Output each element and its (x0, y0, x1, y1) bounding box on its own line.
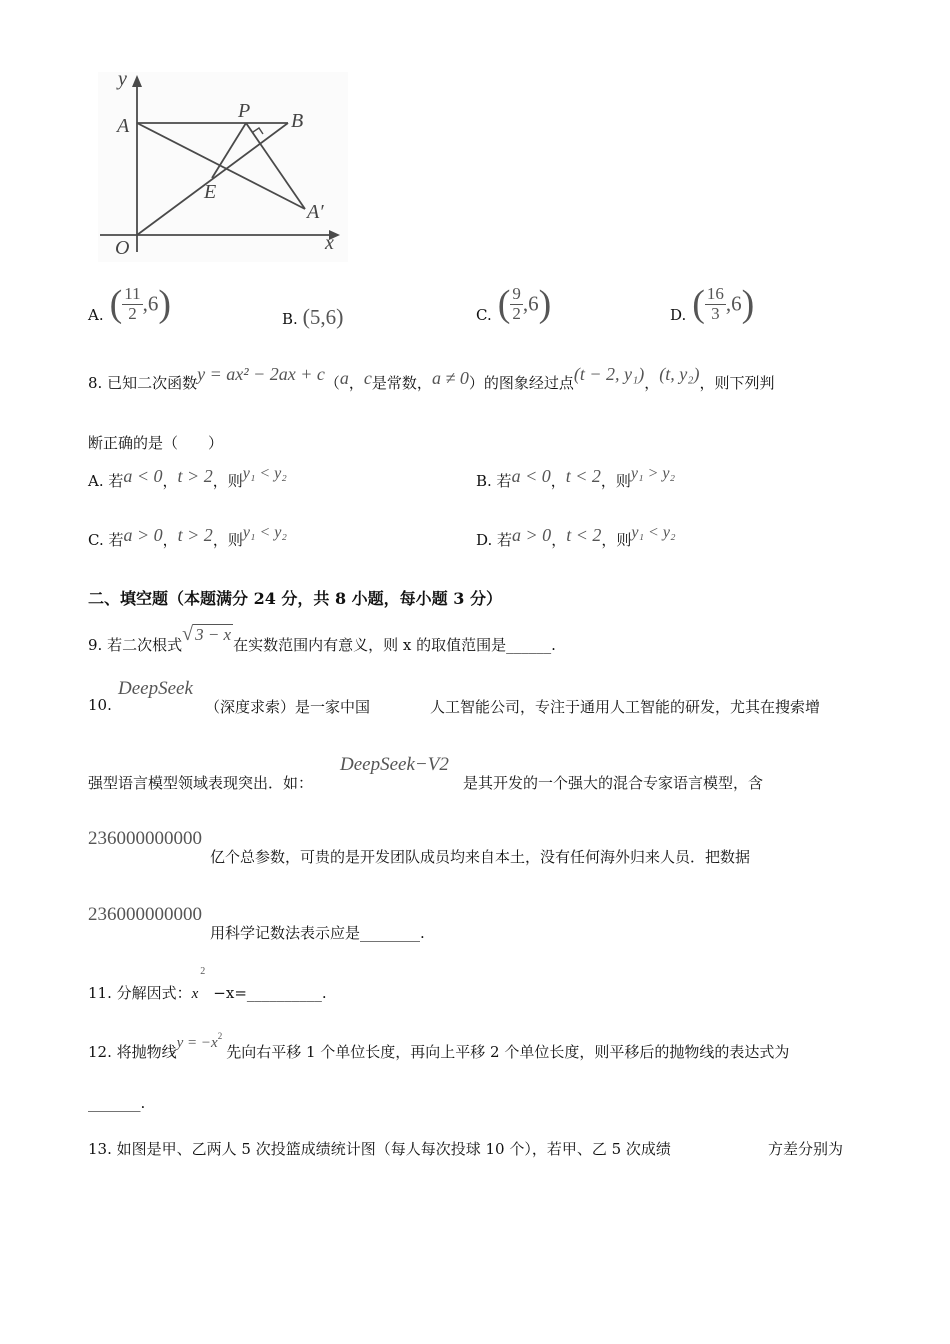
q10-line4: 用科学记数法表示应是________. (210, 924, 425, 942)
deepseek-label: DeepSeek (118, 678, 193, 699)
label-A: A (117, 115, 130, 137)
label-y: y (118, 72, 127, 90)
fraction: $\frac{9}{2}$ (512, 283, 521, 323)
q11: 11. 分解因式：$x^2-x=\_\_\_\_\_\_\_\_\_\_$. (88, 966, 327, 1002)
q8-option-a: A. 若a < 0，t > 2，则y₁ < y₂ (88, 465, 287, 490)
label-E: E (204, 181, 217, 203)
radical: √ 3 − x (182, 623, 232, 645)
q12-line2: _______. (88, 1094, 146, 1112)
number-236000000000-b: 236000000000 (88, 904, 202, 925)
label-P: P (238, 100, 251, 122)
q8-option-b: B. 若a < 0，t < 2，则y₁ > y₂ (476, 465, 676, 490)
q7-option-b: B. (5,6) (282, 304, 344, 329)
q7-option-d: D. ( $\frac{16}{3}$ ,6) (670, 283, 755, 325)
label-O: O (115, 237, 130, 259)
q12: 12. 将抛物线$y = -x^2$先向右平移 1 个单位长度，再向上平移 2 个单位长度，则平移后的抛物线的表达式为 (88, 1031, 790, 1061)
geometry-figure (98, 72, 348, 262)
q10-line3: 亿个总参数，可贵的是开发团队成员均来自本土，没有任何海外归来人员．把数据 (210, 848, 751, 866)
fraction: $\frac{11}{2}$ (124, 283, 141, 323)
label-B: B (291, 110, 304, 132)
q8-option-c: C. 若a > 0，t > 2，则y₁ < y₂ (88, 524, 287, 549)
q10-line2b: 是其开发的一个强大的混合专家语言模型，含 (463, 774, 764, 792)
number-236000000000-a: 236000000000 (88, 828, 202, 849)
section-title: 二、填空题（本题满分 24 分，共 8 小题，每小题 3 分） (88, 589, 502, 608)
q7-option-a: A. ( $\frac{11}{2}$ ,6) (88, 283, 172, 325)
q8-option-d: D. 若a > 0，t < 2，则y₁ < y₂ (476, 524, 676, 549)
q10-num: 10. (88, 696, 112, 714)
label-x: x (325, 232, 334, 254)
q9: 9. 若二次根式√ 3 − x在实数范围内有意义，则 x 的取值范围是______. (88, 623, 556, 654)
label-A-prime: A′ (307, 201, 324, 223)
q10-line2a: 强型语言模型领域表现突出．如： (88, 774, 314, 792)
q13-part2: 方差分别为 (768, 1140, 844, 1158)
q10-part1: （深度求索）是一家中国 (205, 698, 371, 716)
fraction: $\frac{16}{3}$ (706, 283, 724, 323)
q7-option-c: C. ( $\frac{9}{2}$ ,6) (476, 283, 552, 325)
deepseek-v2-label: DeepSeek−V2 (340, 754, 449, 775)
q13-part1: 13. 如图是甲、乙两人 5 次投篮成绩统计图（每人每次投球 10 个），若甲、乙 5 次成绩 (88, 1140, 671, 1158)
q10-part2: 人工智能公司，专注于通用人工智能的研发，尤其在搜索增 (430, 698, 821, 716)
q8-stem: 8. 已知二次函数y = ax² − 2ax + c（a，c是常数，a ≠ 0）的图象经过点(t − 2, y₁)，(t, y₂)，则下列判 (88, 364, 775, 392)
q8-line2: 断正确的是（ ） (88, 434, 224, 452)
q8-formula: y = ax² − 2ax + c (197, 364, 325, 384)
